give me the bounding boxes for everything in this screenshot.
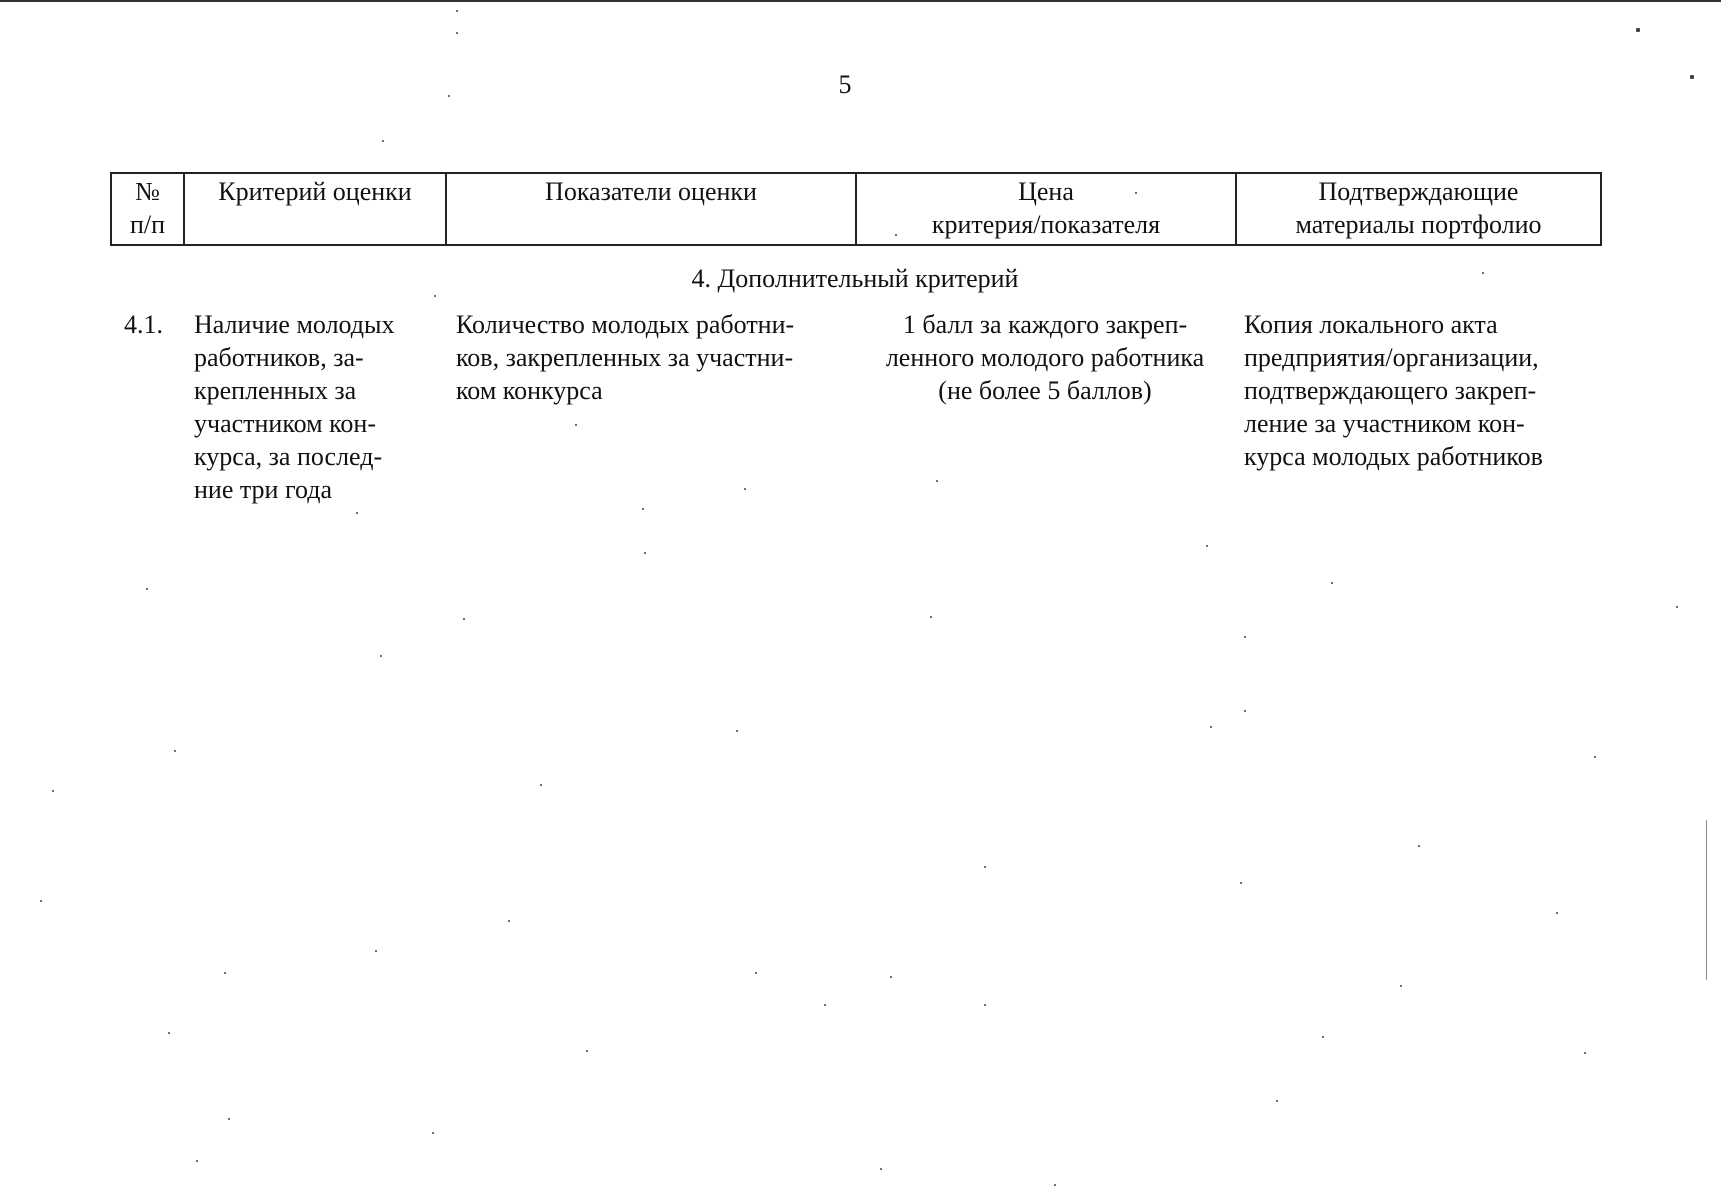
scan-speck — [40, 900, 42, 902]
scan-speck — [508, 920, 510, 922]
scan-speck — [356, 512, 358, 514]
scan-speck — [1594, 756, 1596, 758]
scan-speck — [1584, 1052, 1586, 1054]
header-materials-line-2: материалы портфолио — [1295, 210, 1542, 239]
scan-speck — [1482, 272, 1484, 274]
header-price — [856, 173, 1236, 245]
row-criterion-line-1: Наличие молодых — [194, 310, 395, 339]
scan-speck — [744, 488, 746, 490]
scan-speck — [930, 616, 932, 618]
scan-speck — [1418, 845, 1420, 847]
scan-speck — [1331, 582, 1333, 584]
scan-speck — [382, 140, 384, 142]
scan-speck — [1556, 912, 1558, 914]
header-criterion — [184, 173, 446, 245]
scan-speck — [890, 976, 892, 978]
scan-speck — [1244, 710, 1246, 712]
row-criterion-line-2: работников, за- — [194, 343, 364, 372]
scan-speck — [174, 750, 176, 752]
row-price — [862, 308, 1228, 407]
scan-speck — [375, 950, 377, 952]
scan-speck — [575, 424, 577, 426]
scan-speck — [540, 784, 542, 786]
scan-speck — [224, 972, 226, 974]
scan-speck — [1690, 75, 1694, 79]
scan-speck — [196, 1160, 198, 1162]
scan-speck — [1400, 985, 1402, 987]
scan-speck — [1210, 726, 1212, 728]
row-indicators-line-3: ком конкурса — [456, 376, 603, 405]
scan-speck — [1206, 545, 1208, 547]
scan-speck — [895, 234, 897, 236]
row-indicators — [456, 308, 856, 407]
scan-speck — [456, 10, 458, 12]
row-indicators-line-1: Количество молодых работни- — [456, 310, 795, 339]
scan-speck — [448, 95, 450, 97]
header-num — [111, 173, 184, 245]
header-indicators — [446, 173, 856, 245]
scan-speck — [146, 588, 148, 590]
row-criterion-line-3: крепленных за — [194, 376, 357, 405]
scan-speck — [984, 866, 986, 868]
criteria-table-header — [110, 172, 1602, 246]
scan-speck — [1322, 1036, 1324, 1038]
page-top-edge — [0, 0, 1721, 2]
header-indicators-line-1: Показатели оценки — [545, 177, 757, 206]
scan-speck — [1276, 1100, 1278, 1102]
row-materials-line-4: ление за участником кон- — [1244, 409, 1525, 438]
header-num-line-1: № — [135, 177, 160, 206]
header-price-line-1: Цена — [1018, 177, 1074, 206]
scan-speck — [1636, 28, 1640, 32]
scan-speck — [644, 552, 646, 554]
scan-speck — [1676, 606, 1678, 608]
row-price-line-1: 1 балл за каждого закреп- — [902, 310, 1188, 339]
row-criterion-line-4: участником кон- — [194, 409, 376, 438]
header-materials-line-1: Подтверждающие — [1318, 177, 1519, 206]
row-materials-line-2: предприятия/организации, — [1244, 343, 1539, 372]
row-indicators-line-2: ков, закрепленных за участни- — [456, 343, 794, 372]
scan-speck — [52, 790, 54, 792]
scan-speck — [434, 295, 436, 297]
scan-speck — [880, 1168, 882, 1170]
row-criterion-line-5: курса, за послед- — [194, 442, 383, 471]
page-number: 5 — [838, 70, 852, 99]
row-price-line-3: (не более 5 баллов) — [938, 376, 1152, 405]
scan-speck — [642, 508, 644, 510]
scan-speck — [228, 1118, 230, 1120]
scan-speck — [380, 655, 382, 657]
section-title: 4. Дополнительный критерий — [691, 264, 1019, 293]
scan-edge-mark — [1706, 820, 1707, 980]
scan-speck — [432, 1132, 434, 1134]
row-materials-line-1: Копия локального акта — [1244, 310, 1498, 339]
row-materials-line-5: курса молодых работников — [1244, 442, 1543, 471]
row-criterion-line-6: ние три года — [194, 475, 332, 504]
row-price-line-2: ленного молодого работника — [885, 343, 1205, 372]
table-header-row — [111, 173, 1601, 245]
scan-speck — [463, 618, 465, 620]
scan-speck — [1240, 882, 1242, 884]
header-num-line-2: п/п — [129, 210, 166, 239]
row-materials-line-3: подтверждающего закреп- — [1244, 376, 1537, 405]
scan-speck — [736, 730, 738, 732]
row-materials — [1244, 308, 1594, 473]
scan-speck — [1135, 192, 1137, 194]
header-materials — [1236, 173, 1601, 245]
scan-speck — [936, 480, 938, 482]
scan-speck — [168, 1032, 170, 1034]
scan-speck — [456, 32, 458, 34]
row-num: 4.1. — [124, 310, 163, 339]
row-criterion — [194, 308, 444, 506]
header-price-line-2: критерия/показателя — [931, 210, 1161, 239]
scan-speck — [984, 1004, 986, 1006]
scan-speck — [824, 1004, 826, 1006]
header-criterion-line-1: Критерий оценки — [218, 177, 412, 206]
scan-speck — [1054, 1184, 1056, 1186]
scan-speck — [1244, 636, 1246, 638]
scan-speck — [755, 972, 757, 974]
scan-speck — [586, 1050, 588, 1052]
